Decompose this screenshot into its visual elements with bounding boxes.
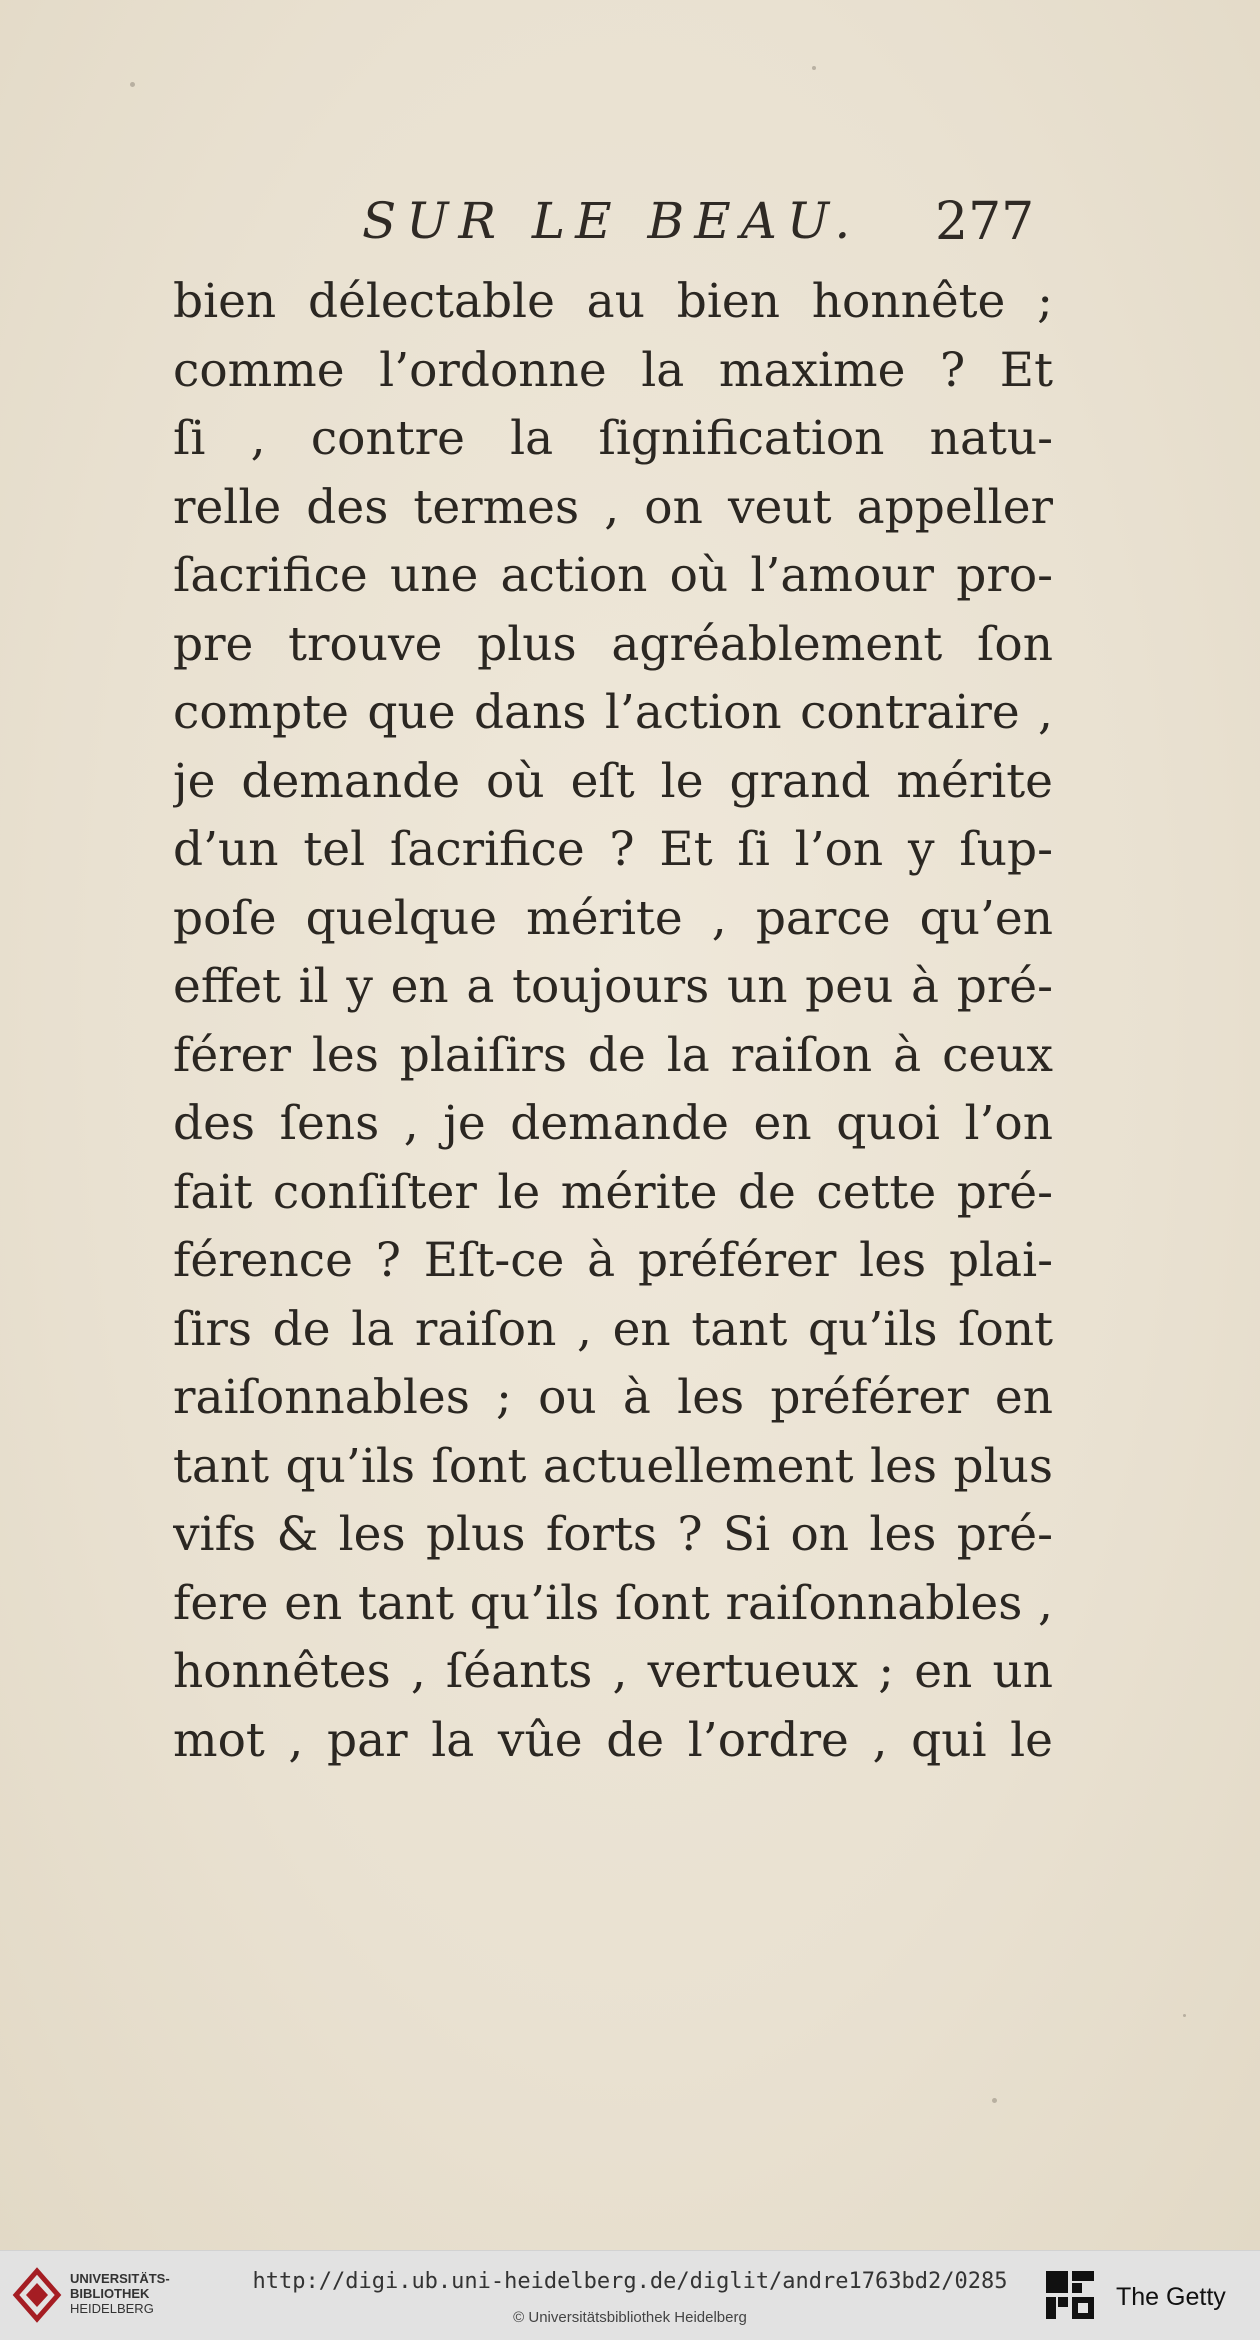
text-line: effet il y en a toujours un peu à pré- — [173, 959, 1053, 1014]
paper-speck — [812, 66, 816, 70]
text-line: férer les plaiſirs de la raiſon à ceux — [173, 1027, 1053, 1083]
text-line: ſi , contre la ſignification natu- — [173, 411, 1053, 466]
text-line: fait conſiſter le mérite de cette pré- — [173, 1164, 1053, 1220]
paper-speck — [1183, 2014, 1186, 2017]
library-name-line2: BIBLIOTHEK — [70, 2286, 150, 2301]
paper-speck — [130, 82, 135, 87]
body-text — [173, 268, 1053, 1775]
page-header — [0, 192, 1260, 272]
text-line: je demande où eſt le grand mérite — [173, 753, 1053, 809]
text-line: vifs & les plus forts ? Si on les pré- — [173, 1507, 1053, 1562]
text-line: compte que dans l’action contraire , — [173, 685, 1053, 740]
text-line: d’un tel ſacrifice ? Et ſi l’on y ſup- — [173, 822, 1053, 877]
library-name-line1: UNIVERSITÄTS- — [70, 2271, 170, 2286]
text-line: mot , par la vûe de l’ordre , qui le — [173, 1712, 1053, 1768]
text-line: fere en tant qu’ils ſont raiſonnables , — [173, 1575, 1053, 1631]
running-head: SUR LE BEAU. — [362, 192, 861, 250]
page-number: 277 — [935, 192, 1035, 252]
text-line: ſacrifice une action où l’amour pro- — [173, 548, 1053, 603]
text-line: tant qu’ils ſont actuellement les plus — [173, 1438, 1053, 1494]
getty-logo-icon — [1044, 2269, 1096, 2321]
library-name-line3: HEIDELBERG — [70, 2301, 154, 2316]
getty-name: The Getty — [1116, 2283, 1226, 2311]
text-line: relle des termes , on veut appeller — [173, 479, 1053, 535]
text-line: honnêtes , ſéants , vertueux ; en un — [173, 1644, 1053, 1699]
text-line: raiſonnables ; ou à les préférer en — [173, 1370, 1053, 1425]
viewer-footer — [0, 2250, 1260, 2340]
getty-partner[interactable] — [1044, 2269, 1244, 2329]
text-line: bien délectable au bien honnête ; — [173, 274, 1053, 329]
text-line: des ſens , je demande en quoi l’on — [173, 1096, 1053, 1151]
text-line: poſe quelque mérite , parce qu’en — [173, 890, 1053, 946]
text-line: pre trouve plus agréablement ſon — [173, 616, 1053, 672]
text-line: férence ? Eſt-ce à préférer les plai- — [173, 1233, 1053, 1288]
paper-speck — [992, 2098, 997, 2103]
text-line: ſirs de la raiſon , en tant qu’ils ſont — [173, 1301, 1053, 1357]
text-line: comme l’ordonne la maxime ? Et — [173, 342, 1053, 398]
copyright-notice: © Universitätsbibliothek Heidelberg — [513, 2309, 747, 2326]
permalink-url[interactable]: http://digi.ub.uni-heidelberg.de/diglit/andre1763bd2/0285 — [252, 2269, 1008, 2294]
